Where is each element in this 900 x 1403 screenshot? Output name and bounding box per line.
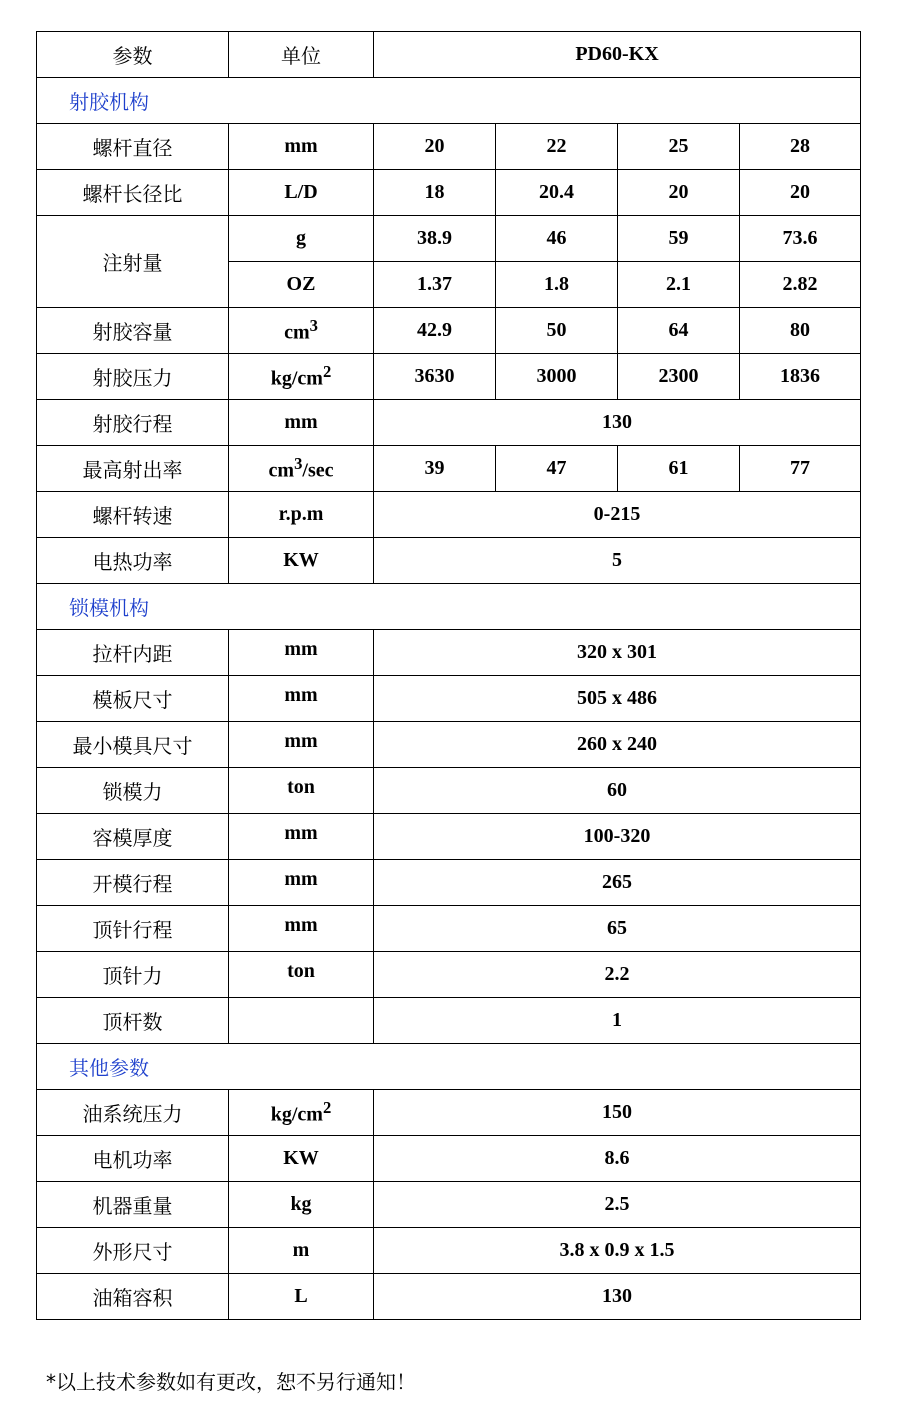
row-unit bbox=[229, 446, 374, 492]
row-value: 42.9 bbox=[374, 308, 496, 354]
section-title-injection: 射胶机构 bbox=[37, 78, 861, 124]
row-value: 61 bbox=[618, 446, 740, 492]
table-row bbox=[37, 722, 861, 768]
row-name: 机器重量 bbox=[37, 1182, 229, 1228]
unit-base: kg/cm bbox=[270, 367, 323, 390]
table-row bbox=[37, 170, 861, 216]
row-name: 电热功率 bbox=[37, 538, 229, 584]
footnote: *以上技术参数如有更改，恕不另行通知！ bbox=[46, 1370, 416, 1394]
row-name: 螺杆直径 bbox=[37, 124, 229, 170]
row-value: 46 bbox=[496, 216, 618, 262]
row-name: 拉杆内距 bbox=[37, 630, 229, 676]
row-name: 螺杆转速 bbox=[37, 492, 229, 538]
row-value: 1.8 bbox=[496, 262, 618, 308]
table-row bbox=[37, 906, 861, 952]
row-unit: kg bbox=[229, 1182, 374, 1228]
header-model: PD60-KX bbox=[374, 32, 861, 78]
unit-sup: 2 bbox=[322, 1098, 332, 1118]
row-value: 3.8 x 0.9 x 1.5 bbox=[374, 1228, 861, 1274]
row-unit: L/D bbox=[229, 170, 374, 216]
row-value: 130 bbox=[374, 1274, 861, 1320]
row-value: 80 bbox=[740, 308, 861, 354]
unit-sup: 3 bbox=[309, 316, 318, 336]
row-name: 最高射出率 bbox=[37, 446, 229, 492]
row-unit: mm bbox=[229, 906, 374, 952]
row-unit: ton bbox=[229, 768, 374, 814]
table-row bbox=[37, 1228, 861, 1274]
table-row bbox=[37, 630, 861, 676]
row-unit: mm bbox=[229, 814, 374, 860]
row-name: 顶针行程 bbox=[37, 906, 229, 952]
row-name: 油箱容积 bbox=[37, 1274, 229, 1320]
row-unit: OZ bbox=[229, 262, 374, 308]
table-row bbox=[37, 998, 861, 1044]
row-unit: mm bbox=[229, 630, 374, 676]
unit-sup: 3 bbox=[294, 454, 303, 474]
section-row-clamping bbox=[37, 584, 861, 630]
row-value: 22 bbox=[496, 124, 618, 170]
row-value: 28 bbox=[740, 124, 861, 170]
row-name: 最小模具尺寸 bbox=[37, 722, 229, 768]
row-value: 1836 bbox=[740, 354, 861, 400]
table-row bbox=[37, 1136, 861, 1182]
unit-base: cm bbox=[268, 459, 295, 482]
section-row-other bbox=[37, 1044, 861, 1090]
row-unit: KW bbox=[229, 538, 374, 584]
row-value: 150 bbox=[374, 1090, 861, 1136]
row-value: 20 bbox=[618, 170, 740, 216]
row-value: 2.5 bbox=[374, 1182, 861, 1228]
table-row bbox=[37, 860, 861, 906]
section-title-other: 其他参数 bbox=[37, 1044, 861, 1090]
row-unit: mm bbox=[229, 676, 374, 722]
row-value: 77 bbox=[740, 446, 861, 492]
row-name: 射胶行程 bbox=[37, 400, 229, 446]
row-value: 2.1 bbox=[618, 262, 740, 308]
row-value: 5 bbox=[374, 538, 861, 584]
row-value: 3630 bbox=[374, 354, 496, 400]
row-value: 18 bbox=[374, 170, 496, 216]
header-unit: 单位 bbox=[229, 32, 374, 78]
unit-sup: 2 bbox=[322, 362, 332, 382]
table-row bbox=[37, 124, 861, 170]
row-name: 容模厚度 bbox=[37, 814, 229, 860]
row-name: 螺杆长径比 bbox=[37, 170, 229, 216]
section-title-clamping: 锁模机构 bbox=[37, 584, 861, 630]
row-value: 60 bbox=[374, 768, 861, 814]
row-unit: mm bbox=[229, 400, 374, 446]
unit-tail: /sec bbox=[302, 459, 334, 482]
row-unit: mm bbox=[229, 722, 374, 768]
row-unit: mm bbox=[229, 860, 374, 906]
spec-table bbox=[36, 31, 861, 1320]
row-value: 2.2 bbox=[374, 952, 861, 998]
table-row bbox=[37, 1274, 861, 1320]
row-unit bbox=[229, 1090, 374, 1136]
row-value: 2300 bbox=[618, 354, 740, 400]
row-value: 20.4 bbox=[496, 170, 618, 216]
table-row bbox=[37, 768, 861, 814]
row-value: 47 bbox=[496, 446, 618, 492]
unit-base: cm bbox=[284, 321, 310, 344]
header-param: 参数 bbox=[37, 32, 229, 78]
row-value: 73.6 bbox=[740, 216, 861, 262]
row-value: 64 bbox=[618, 308, 740, 354]
row-name: 开模行程 bbox=[37, 860, 229, 906]
table-row bbox=[37, 492, 861, 538]
table-row bbox=[37, 952, 861, 998]
row-value: 25 bbox=[618, 124, 740, 170]
row-unit: m bbox=[229, 1228, 374, 1274]
section-row-injection bbox=[37, 78, 861, 124]
row-name: 顶针力 bbox=[37, 952, 229, 998]
table-row bbox=[37, 538, 861, 584]
row-name: 油系统压力 bbox=[37, 1090, 229, 1136]
table-row bbox=[37, 308, 861, 354]
row-value: 260 x 240 bbox=[374, 722, 861, 768]
row-value: 130 bbox=[374, 400, 861, 446]
row-name: 顶杆数 bbox=[37, 998, 229, 1044]
row-value: 8.6 bbox=[374, 1136, 861, 1182]
row-name: 射胶压力 bbox=[37, 354, 229, 400]
row-unit bbox=[229, 354, 374, 400]
row-value: 1 bbox=[374, 998, 861, 1044]
row-name: 注射量 bbox=[37, 216, 229, 308]
row-value: 265 bbox=[374, 860, 861, 906]
table-row bbox=[37, 1090, 861, 1136]
row-name: 外形尺寸 bbox=[37, 1228, 229, 1274]
table-row bbox=[37, 446, 861, 492]
row-value: 2.82 bbox=[740, 262, 861, 308]
table-row bbox=[37, 400, 861, 446]
table-row bbox=[37, 216, 861, 262]
row-name: 射胶容量 bbox=[37, 308, 229, 354]
row-value: 320 x 301 bbox=[374, 630, 861, 676]
row-unit: KW bbox=[229, 1136, 374, 1182]
row-unit: r.p.m bbox=[229, 492, 374, 538]
row-name: 模板尺寸 bbox=[37, 676, 229, 722]
row-value: 65 bbox=[374, 906, 861, 952]
row-value: 59 bbox=[618, 216, 740, 262]
row-value: 38.9 bbox=[374, 216, 496, 262]
table-row bbox=[37, 676, 861, 722]
row-unit: ton bbox=[229, 952, 374, 998]
row-unit: L bbox=[229, 1274, 374, 1320]
row-value: 0-215 bbox=[374, 492, 861, 538]
row-value: 3000 bbox=[496, 354, 618, 400]
table-row bbox=[37, 1182, 861, 1228]
row-unit: g bbox=[229, 216, 374, 262]
row-name: 电机功率 bbox=[37, 1136, 229, 1182]
row-value: 505 x 486 bbox=[374, 676, 861, 722]
row-unit bbox=[229, 998, 374, 1044]
row-value: 100-320 bbox=[374, 814, 861, 860]
row-value: 39 bbox=[374, 446, 496, 492]
row-value: 1.37 bbox=[374, 262, 496, 308]
table-row bbox=[37, 354, 861, 400]
header-row bbox=[37, 32, 861, 78]
row-name: 锁模力 bbox=[37, 768, 229, 814]
row-unit bbox=[229, 308, 374, 354]
table-row bbox=[37, 814, 861, 860]
row-value: 20 bbox=[374, 124, 496, 170]
unit-base: kg/cm bbox=[270, 1103, 323, 1126]
row-unit: mm bbox=[229, 124, 374, 170]
row-value: 20 bbox=[740, 170, 861, 216]
row-value: 50 bbox=[496, 308, 618, 354]
